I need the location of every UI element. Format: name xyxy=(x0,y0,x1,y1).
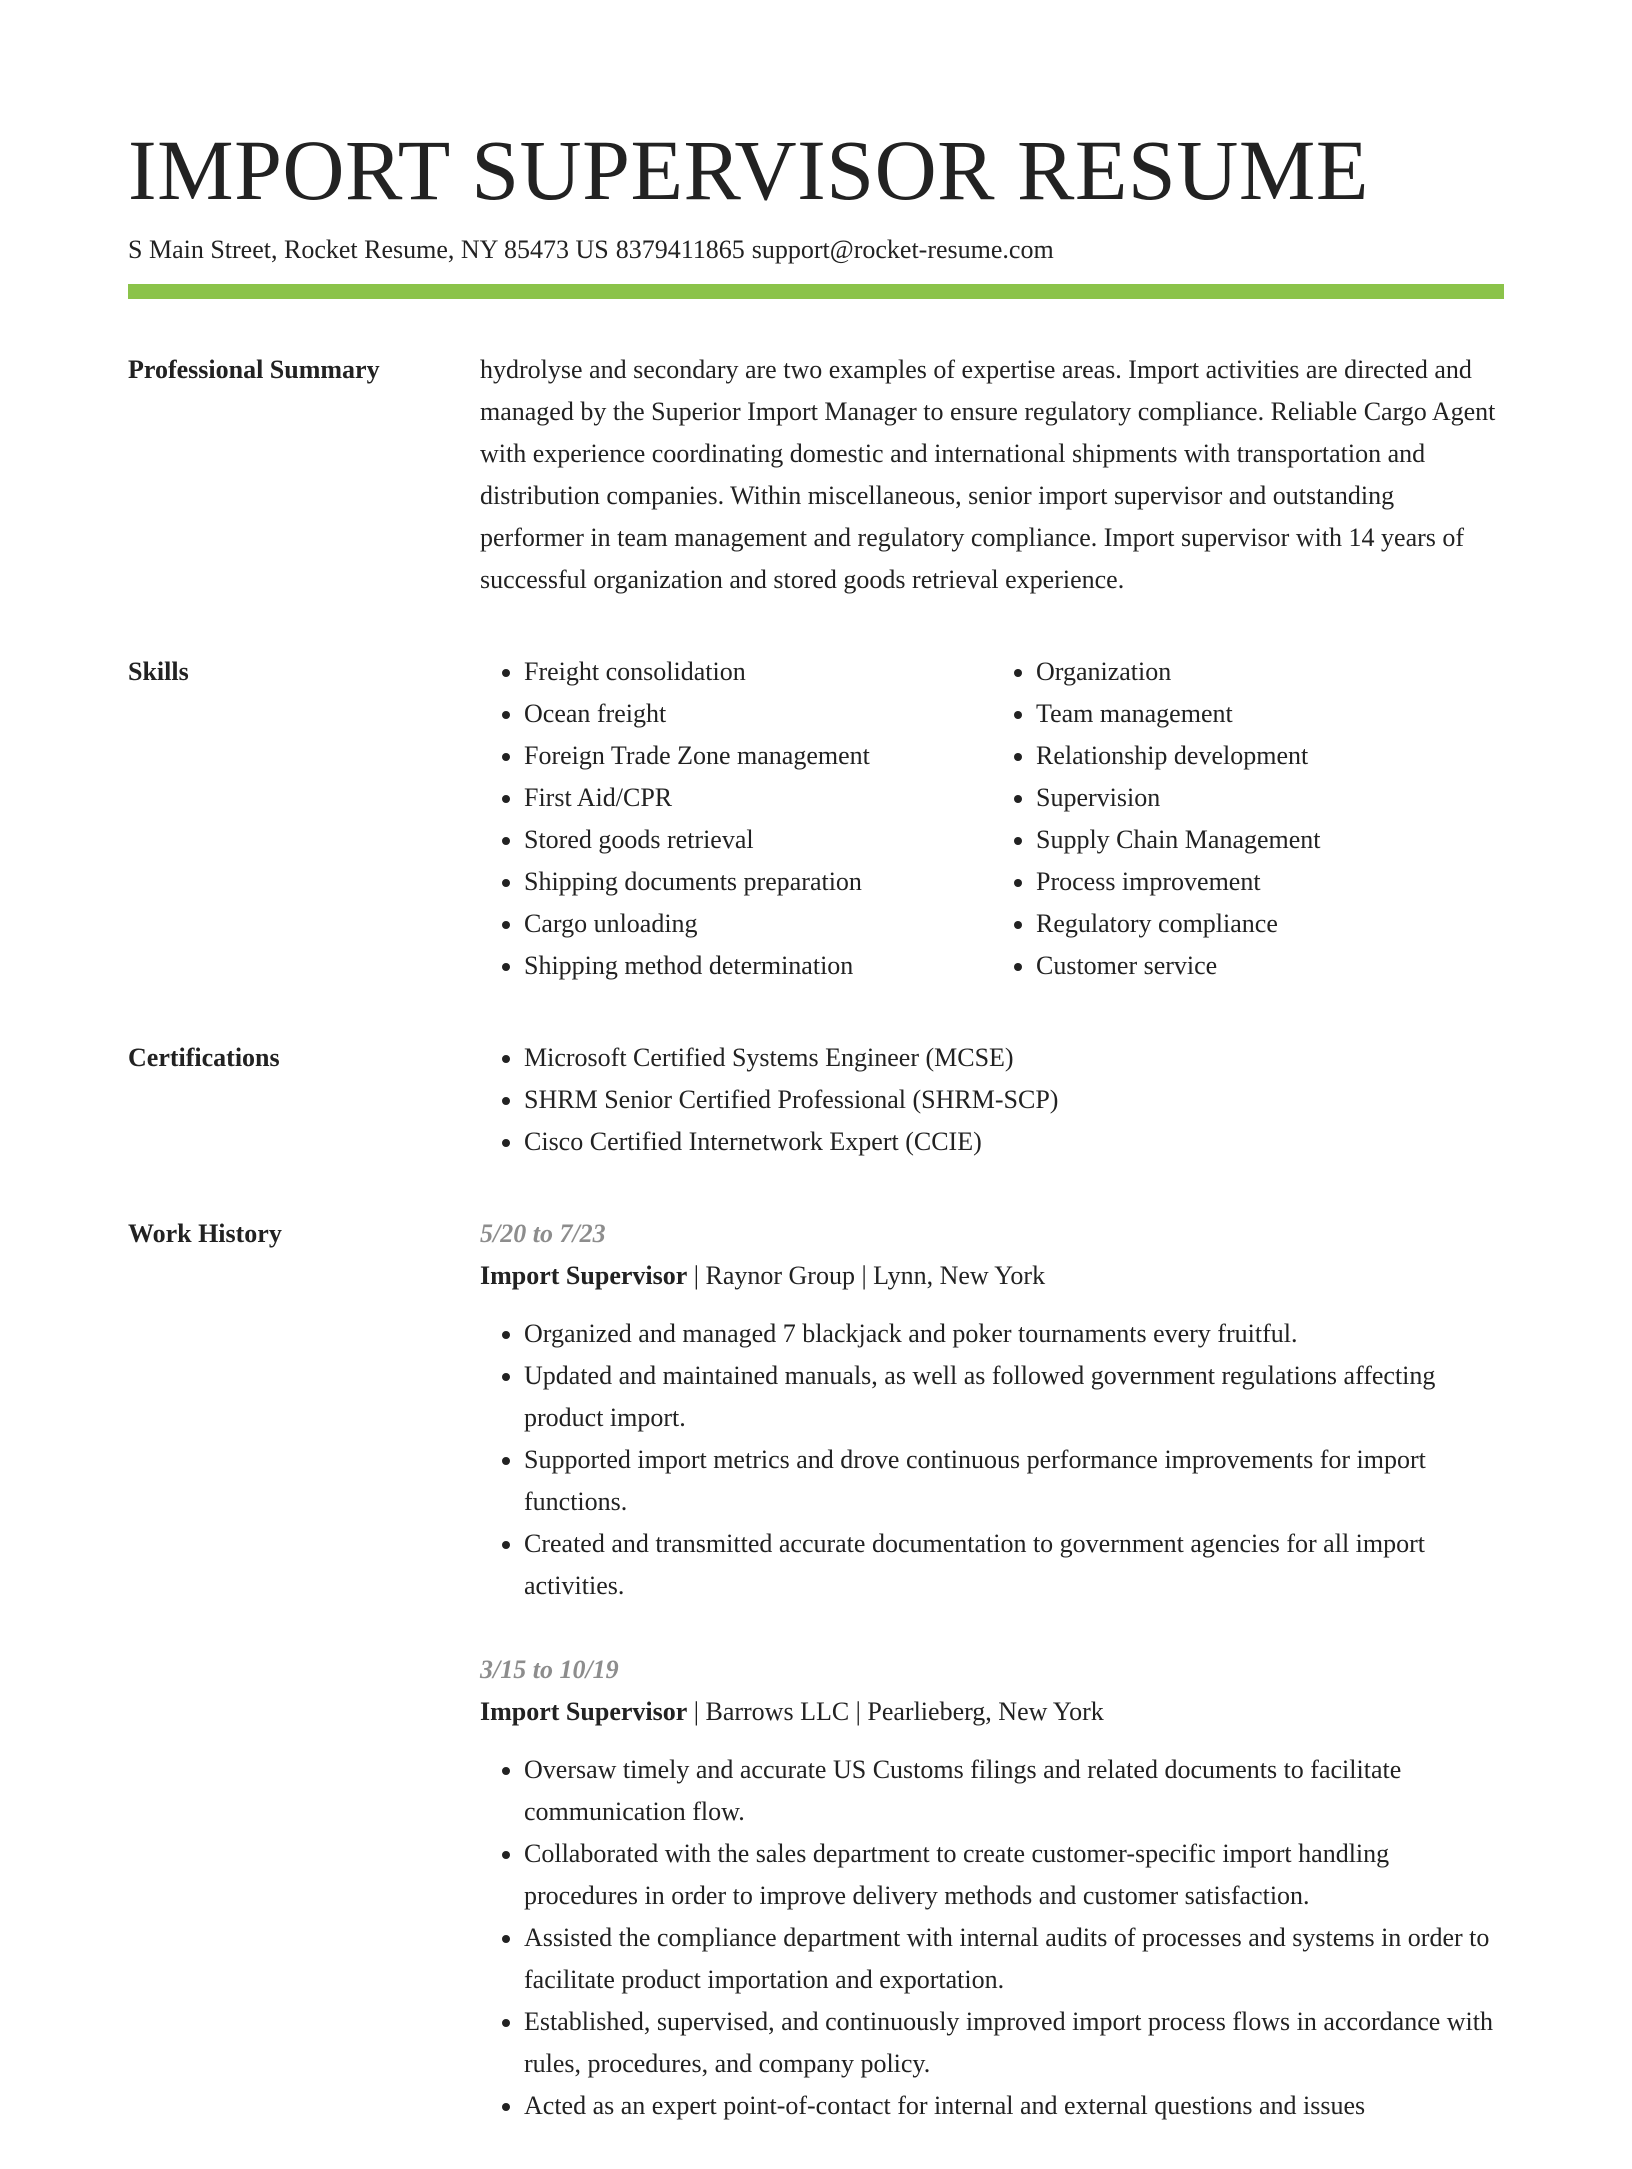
skills-label: Skills xyxy=(128,657,189,686)
header-divider xyxy=(128,284,1504,299)
summary-body xyxy=(480,349,1504,601)
job-entry xyxy=(480,1649,1504,2127)
job-bullet: • Oversaw timely and accurate US Customs filings and related documents to facilitate communication flow. xyxy=(524,1749,1504,1833)
skill-item: • Supervision xyxy=(1036,777,1504,819)
skill-item: • Process improvement xyxy=(1036,861,1504,903)
job-bullet: • Supported import metrics and drove continuous performance improvements for import functions. xyxy=(524,1439,1504,1523)
job-heading xyxy=(480,1255,1504,1297)
work-history-section xyxy=(128,1213,1504,2169)
job-entry xyxy=(480,1213,1504,1607)
skill-item: • Regulatory compliance xyxy=(1036,903,1504,945)
summary-text: hydrolyse and secondary are two examples of expertise areas. Import activities are directed and managed by the Superior Import Manager to ensure regulatory compliance. Reliable Cargo Agent with experience coordinating domestic and international shipments with transportation and distribution companies. Within miscellaneous, senior import supervisor and outstanding performer in team management and regulatory compliance. Import supervisor with 14 years of successful organization and stored goods retrieval experience. xyxy=(480,355,1496,594)
job-dates: 5/20 to 7/23 xyxy=(480,1219,606,1248)
skills-body xyxy=(480,651,1504,987)
job-details: | Raynor Group | Lynn, New York xyxy=(687,1261,1046,1290)
skills-section xyxy=(128,651,1504,987)
resume-title: IMPORT SUPERVISOR RESUME xyxy=(128,122,1369,218)
job-bullet: • Updated and maintained manuals, as well as followed government regulations affecting product import. xyxy=(524,1355,1504,1439)
job-title: Import Supervisor xyxy=(480,1261,688,1290)
skill-item: • Shipping method determination xyxy=(524,945,992,987)
contact-address: S Main Street, Rocket Resume, NY 85473 US xyxy=(128,235,609,264)
certifications-list xyxy=(480,1037,1504,1163)
resume-page xyxy=(128,120,1504,2169)
job-bullet: • Established, supervised, and continuously improved import process flows in accordance with rules, procedures, and company policy. xyxy=(524,2001,1504,2085)
job-bullet: • Organized and managed 7 blackjack and poker tournaments every fruitful. xyxy=(524,1313,1504,1355)
certification-item: • SHRM Senior Certified Professional (SHRM-SCP) xyxy=(524,1079,1504,1121)
certifications-section xyxy=(128,1037,1504,1163)
contact-phone: 8379411865 xyxy=(615,235,745,264)
skill-item: • Freight consolidation xyxy=(524,651,992,693)
job-bullets xyxy=(480,1749,1504,2127)
skill-item: • First Aid/CPR xyxy=(524,777,992,819)
skill-item: • Customer service xyxy=(1036,945,1504,987)
job-bullet: • Created and transmitted accurate documentation to government agencies for all import activities. xyxy=(524,1523,1504,1607)
skill-item: • Supply Chain Management xyxy=(1036,819,1504,861)
certifications-label: Certifications xyxy=(128,1043,280,1072)
job-bullet: • Assisted the compliance department with internal audits of processes and systems in order to facilitate product importation and exportation. xyxy=(524,1917,1504,2001)
skills-list-right xyxy=(992,651,1504,987)
work-history-body xyxy=(480,1213,1504,2169)
job-dates: 3/15 to 10/19 xyxy=(480,1655,619,1684)
skill-item: • Relationship development xyxy=(1036,735,1504,777)
skill-item: • Organization xyxy=(1036,651,1504,693)
job-bullet: • Acted as an expert point-of-contact for internal and external questions and issues xyxy=(524,2085,1504,2127)
job-bullet: • Collaborated with the sales department to create customer-specific import handling procedures in order to improve delivery methods and customer satisfaction. xyxy=(524,1833,1504,1917)
summary-label: Professional Summary xyxy=(128,355,380,384)
skill-item: • Stored goods retrieval xyxy=(524,819,992,861)
skill-item: • Shipping documents preparation xyxy=(524,861,992,903)
job-heading xyxy=(480,1691,1504,1733)
contact-email: support@rocket-resume.com xyxy=(751,235,1054,264)
job-details: | Barrows LLC | Pearlieberg, New York xyxy=(687,1697,1104,1726)
work-history-label: Work History xyxy=(128,1219,282,1248)
skill-item: • Cargo unloading xyxy=(524,903,992,945)
skills-list-left xyxy=(480,651,992,987)
job-title: Import Supervisor xyxy=(480,1697,688,1726)
certification-item: • Microsoft Certified Systems Engineer (MCSE) xyxy=(524,1037,1504,1079)
summary-section xyxy=(128,349,1504,601)
skill-item: • Foreign Trade Zone management xyxy=(524,735,992,777)
contact-line xyxy=(128,232,1504,268)
skill-item: • Team management xyxy=(1036,693,1504,735)
skill-item: • Ocean freight xyxy=(524,693,992,735)
job-bullets xyxy=(480,1313,1504,1607)
certification-item: • Cisco Certified Internetwork Expert (CCIE) xyxy=(524,1121,1504,1163)
certifications-body xyxy=(480,1037,1504,1163)
